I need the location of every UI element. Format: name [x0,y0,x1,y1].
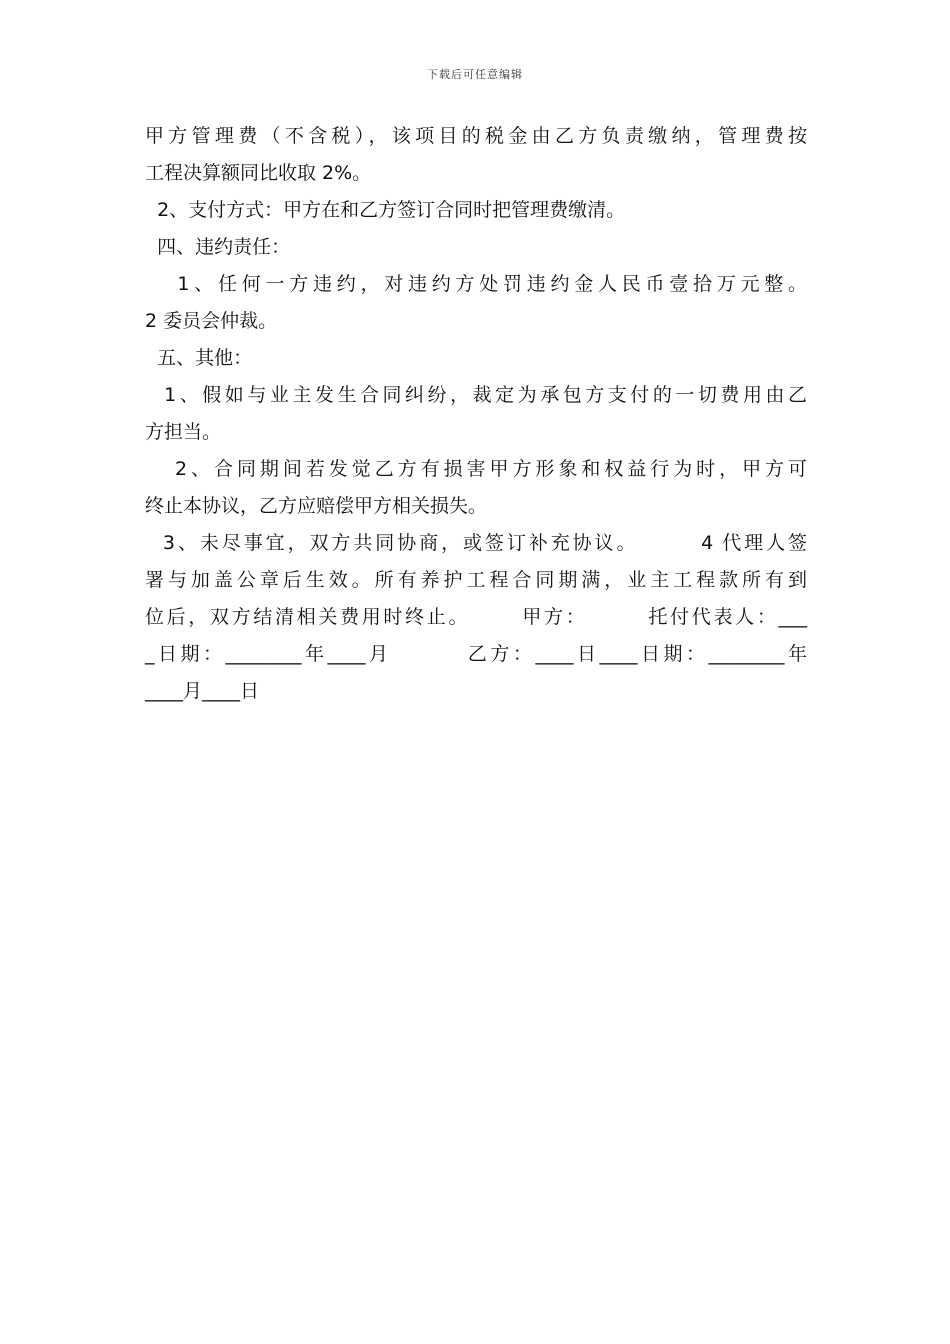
paragraph-line: 甲方管理费（不含税），该项目的税金由乙方负责缴纳，管理费按 [145,125,807,147]
section-heading: 五、其他： [145,347,253,369]
paragraph-line: 2、合同期间若发觉乙方有损害甲方形象和权益行为时，甲方可 [145,458,807,480]
page-header: 下载后可任意编辑 [427,68,523,81]
paragraph-line: 1、任何一方违约，对违约方处罚违约金人民币壹拾万元整。 [145,273,807,295]
paragraph-line: 终止本协议，乙方应赔偿甲方相关损失。 [145,495,488,517]
paragraph-line: 3、未尽事宜，双方共同协商，或签订补充协议。 4 代理人签 [145,532,807,554]
paragraph-line: 方担当。 [145,421,222,443]
signature-line: _日期：________年____月 乙方：____日____日期：________年 [145,643,807,665]
paragraph-line: 工程决算额同比收取 2%。 [145,162,372,184]
section-heading: 四、违约责任： [145,236,291,258]
signature-line: ____月____日 [145,680,260,702]
paragraph-line: 2、支付方式：甲方在和乙方签订合同时把管理费缴清。 [145,199,626,221]
paragraph-line: 2 委员会仲裁。 [145,310,278,332]
paragraph-line: 1、假如与业主发生合同纠纷，裁定为承包方支付的一切费用由乙 [145,384,807,406]
signature-line: 位后，双方结清相关费用时终止。 甲方： 托付代表人：___ [145,606,807,628]
paragraph-line: 署与加盖公章后生效。所有养护工程合同期满，业主工程款所有到 [145,569,807,591]
contract-body [145,118,807,710]
